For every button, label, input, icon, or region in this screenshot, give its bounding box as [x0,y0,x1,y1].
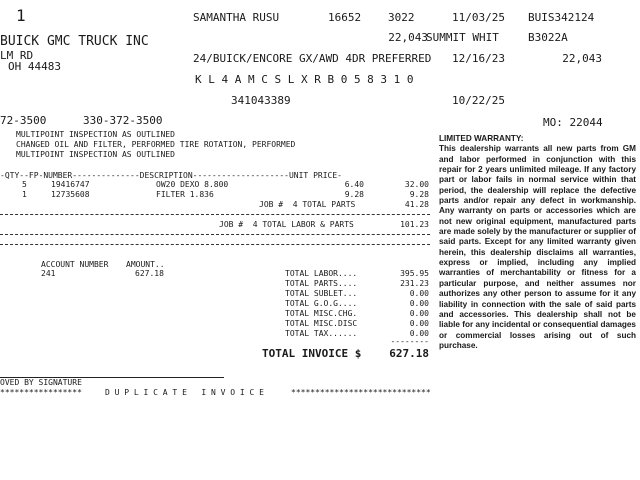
total-parts-label: TOTAL PARTS.... [285,279,358,288]
job-total-parts-label: JOB # 4 TOTAL PARTS [259,200,356,209]
account-amount-label: AMOUNT.. [126,260,165,269]
job-total-labor-parts-label: JOB # 4 TOTAL LABOR & PARTS [219,220,354,229]
invoice-id: BUIS342124 [528,11,595,24]
dealer-city: OH 44483 [8,60,61,73]
dealer-phone-partial: 72-3500 [0,114,47,127]
job-line-3: MULTIPOINT INSPECTION AS OUTLINED [16,150,175,159]
total-misc-disc-value: 0.00 [409,319,429,328]
divider [0,234,430,235]
total-labor-label: TOTAL LABOR.... [285,269,358,278]
mileage-out: 22,043 [562,52,602,65]
part-number: 19416747 [51,180,90,189]
mileage-in: 22,043 [388,31,428,44]
page-number: 1 [16,6,26,25]
total-sublet-label: TOTAL SUBLET... [285,289,358,298]
account-number: 241 [41,269,56,278]
part-number: 12735608 [51,190,90,199]
total-misc-disc-label: TOTAL MISC.DISC [285,319,358,328]
total-misc-chg-label: TOTAL MISC.CHG. [285,309,358,318]
part-description: OW20 DEXO 8.800 [156,180,229,189]
stock-number: 341043389 [231,94,291,107]
customer-number: 16652 [328,11,362,24]
invoice-date: 11/03/25 [452,11,505,24]
limited-warranty [439,134,636,351]
tag-number: B3022A [528,31,568,44]
warranty-title: LIMITED WARRANTY: [439,134,524,143]
total-gog-label: TOTAL G.O.G.... [285,299,358,308]
invoice-total-label: TOTAL INVOICE $ [262,347,362,360]
job-total-labor-parts-value: 101.23 [400,220,429,229]
warranty-body: This dealership warrants all new parts from GM and labor performed in conjunction with this repair for 2 years unlimited mileage. If any factory part or labor fails in normal service within that period, the dealership will replace the defective parts and/or repair any defect in workmanship. Any warranty on parts or accessories which are not new original equipment, manufactured parts are made solely by the manufacturer or supplier of said parts. Except for any limited warranty given herein, this dealership disclaims all warranties, express or implied, including any implied warranties of merchantability or fitness for a particular purpose, and neither assumes nor authorizes any other person to assume for it any liability in connection with the sale of said parts and accessories. This dealership shall not be liable for any incidental or consequential damages or commercial losses arising out of such purchase. [439,144,637,350]
account-amount: 627.18 [135,269,164,278]
mo-number: MO: 22044 [543,116,603,129]
promised-date: 10/22/25 [452,94,505,107]
total-gog-value: 0.00 [409,299,429,308]
dealer-name: BUICK GMC TRUCK INC [0,34,149,49]
parts-columns-header: -QTY--FP-NUMBER--------------DESCRIPTION--------------------UNIT PRICE- [0,171,342,180]
total-misc-chg-value: 0.00 [409,309,429,318]
signature-label: OVED BY SIGNATURE [0,378,82,387]
dealer-phone: 330-372-3500 [83,114,163,127]
delivery-date: 12/16/23 [452,52,505,65]
job-total-parts-value: 41.28 [404,200,429,209]
account-number-label: ACCOUNT NUMBER [41,260,109,269]
part-qty: 5 [22,180,27,189]
ro-number: 3022 [388,11,415,24]
vehicle-description: 24/BUICK/ENCORE GX/AWD 4DR PREFERRED [193,52,432,65]
vehicle-color: SUMMIT WHIT [426,31,499,44]
part-unit-price: 6.40 [344,180,364,189]
divider [0,244,430,245]
stars-right: ***************************** [291,388,431,397]
total-tax-label: TOTAL TAX...... [285,329,358,338]
total-labor-value: 395.95 [400,269,429,278]
total-sublet-value: 0.00 [409,289,429,298]
total-tax-value: 0.00 [409,329,429,338]
stars-left: ***************** [0,388,82,397]
part-description: FILTER 1.836 [156,190,214,199]
job-line-1: MULTIPOINT INSPECTION AS OUTLINED [16,130,175,139]
total-parts-value: 231.23 [400,279,429,288]
part-total: 9.28 [409,190,429,199]
customer-name: SAMANTHA RUSU [193,11,280,24]
dealer-street: LM RD [0,49,34,62]
part-total: 32.00 [404,180,429,189]
totals-rule: -------- [390,337,429,346]
part-qty: 1 [22,190,27,199]
invoice-total-value: 627.18 [389,347,429,360]
divider [0,214,430,215]
duplicate-invoice: D U P L I C A T E I N V O I C E [105,388,264,397]
job-line-2: CHANGED OIL AND FILTER, PERFORMED TIRE ROTATION, PERFORMED [16,140,296,149]
vin: K L 4 A M C S L X R B 0 5 8 3 1 0 [195,73,414,86]
part-unit-price: 9.28 [344,190,364,199]
